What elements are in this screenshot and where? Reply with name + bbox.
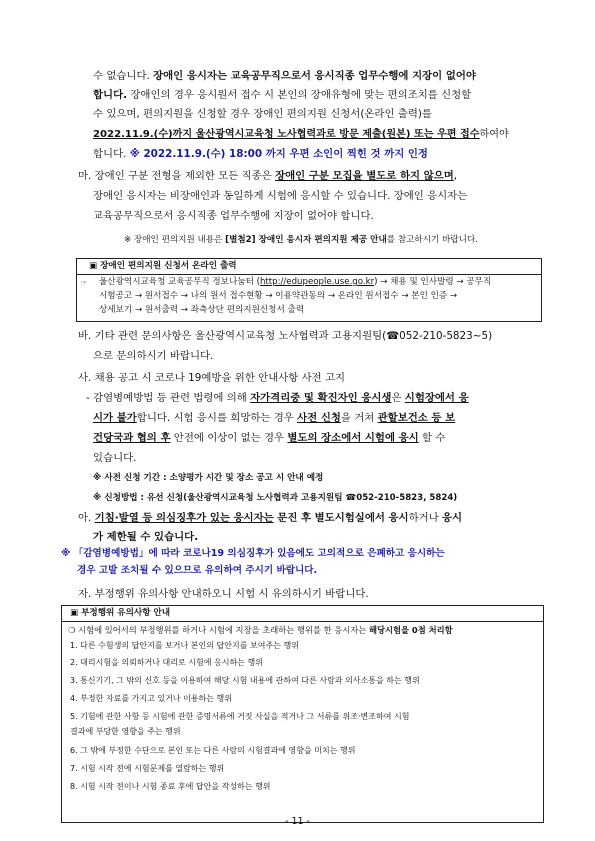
text: 마. 장애인 구분 전형을 제외한 모든 직종은	[78, 170, 276, 182]
text: 하거나	[408, 512, 443, 524]
warning-line: 경우 고발 조치될 수 있으므로 유의하여 주시기 바랍니다.	[77, 565, 318, 576]
box-title: ▣ 장애인 편의지원 신청서 온라인 출력	[89, 261, 237, 271]
body-line	[86, 392, 469, 405]
note-line	[124, 234, 478, 247]
emphasis: 자가격리중 및 확진자인 응시생	[250, 392, 392, 404]
text: 울산광역시교육청 교육공무직 정보나눔터 (	[99, 277, 260, 287]
text: 을 거쳐	[340, 412, 378, 424]
text: ,	[453, 170, 458, 182]
misconduct-box	[61, 605, 544, 823]
emphasis: 응시	[442, 512, 463, 524]
emphasis: 시험장에서 응	[404, 392, 469, 404]
text: 안전에 이상이 없는 경우	[170, 432, 288, 444]
body-line	[93, 89, 471, 102]
deadline-emphasis: 2022.11.9.(수)까지 울산광역시교육청 노사협력과로 방문 제출(원본) 또는 우편 접수	[93, 129, 480, 140]
text: ※ 장애인 편의지원 내용은	[124, 235, 226, 245]
note-line: ※ 사전 신청 기간 : 소양평가 시간 및 장소 공고 시 안내 예정	[93, 473, 324, 483]
text: 수 없습니다.	[93, 70, 154, 82]
box-title: ▣ 부정행위 유의사항 안내	[70, 608, 171, 618]
deadline-note: ※ 2022.11.9.(수) 18:00 까지 우편 소인이 찍힌 것 까지 인정	[129, 148, 428, 160]
text: 장애인의 경우 응시원서 접수 시 본인의 장애유형에 맞는 편의조치를 신청할	[127, 89, 472, 101]
box-line: 상세보기 → 원서출력 → 좌측상단 편의지원신청서 출력	[99, 305, 305, 315]
text: 하여야	[479, 129, 509, 140]
emphasis: 관할보건소 등 보	[377, 412, 456, 424]
list-item: 2. 대리시험을 의뢰하거나 대리로 시험에 응시하는 행위	[70, 658, 263, 667]
list-item: 5. 기험에 관한 사항 등 시험에 관한 증명서류에 거짓 사실을 적거나 그 서류를 위조·변조하여 시험	[70, 712, 410, 721]
emphasis: 해당시험을 0점 처리함	[368, 625, 453, 635]
section-ba: 바. 기타 관련 문의사항은 울산광역시교육청 노사협력과 고용지원팀(☎052-210-5823~5)	[78, 330, 493, 342]
list-item: 결과에 부당한 영향을 주는 행위	[70, 727, 181, 736]
section-ma	[78, 170, 457, 183]
body-line	[93, 412, 455, 425]
divider	[62, 621, 543, 622]
annex-reference: [별첨2] 장애인 응시자 편의지원 제공 안내	[225, 235, 387, 245]
emphasis: 문진 후 별도시험실에서 응시	[273, 512, 409, 524]
emphasis: 기침·발열 등 의심징후가 있는 응시자는	[94, 512, 274, 524]
body-line: 가 제한될 수 있습니다.	[93, 531, 199, 543]
text: 를 참고하시기 바랍니다.	[386, 235, 478, 245]
body-line: 으로 문의하시기 바랍니다.	[93, 350, 214, 362]
page-number: - 11 -	[285, 816, 310, 827]
box-line: 시험공고 → 원서접수 → 나의 원서 접수현황 → 이용약관동의 → 온라인 원서접수 → 본인 인증 →	[99, 291, 458, 301]
text: ) → 채용 및 인사발령 → 공무직	[374, 277, 492, 287]
emphasis: 장애인 구분 모집을 별도로 하지 않으며	[275, 170, 454, 182]
text: - 감염병예방법 등 관련 법령에 의해	[86, 392, 251, 404]
section-a	[78, 512, 462, 525]
body-line	[93, 432, 445, 445]
list-item: 3. 통신기기, 그 밖의 신호 등을 이용하여 해당 시험 내용에 관하여 다른 사람과 의사소통을 하는 행위	[70, 676, 420, 685]
body-line	[93, 128, 509, 141]
list-item: 6. 그 밖에 부정한 수단으로 본인 또는 다른 사람의 시험결과에 영향을 미치는 행위	[70, 746, 356, 755]
list-item: 8. 시험 시작 전이나 시험 종료 후에 답안을 작성하는 행위	[70, 782, 271, 791]
body-line	[93, 70, 476, 83]
divider	[77, 274, 541, 275]
body-line: 교육공무직으로서 응시직종 업무수행에 지장이 없어야 합니다.	[93, 210, 374, 222]
list-item: 4. 부정한 자료를 가지고 있거나 이용하는 행위	[70, 694, 232, 703]
note-line: ※ 신청방법 : 유선 신청(울산광역시교육청 노사협력과 고용지원팀 ☎052-210-5823, 5824)	[93, 493, 458, 503]
body-line: 있습니다.	[93, 452, 137, 464]
pointing-hand-icon: ☞	[81, 279, 88, 287]
section-ja: 자. 부정행위 유의사항 안내하오니 시험 시 유의하시기 바랍니다.	[78, 588, 369, 600]
emphasis: 건당국과 협의 후	[93, 432, 171, 444]
list-item: 7. 시험 시작 전에 시험문제를 열람하는 행위	[70, 764, 225, 773]
emphasis: 사전 신청	[297, 412, 341, 424]
text: ❍ 시험에 있어서의 부정행위를 하거나 시험에 지장을 초래하는 행위를 한 응시자는	[68, 625, 369, 635]
emphasis: 시가 불가	[93, 412, 137, 424]
emphasis: 별도의 장소에서 시험에 응시	[287, 432, 419, 444]
section-sa: 사. 채용 공고 시 코로나 19예방을 위한 안내사항 사전 고지	[78, 372, 346, 384]
body-line: 수 있으며, 편의지원을 신청할 경우 장애인 편의지원 신청서(온라인 출력)를	[93, 108, 432, 120]
online-form-box	[76, 258, 542, 322]
emphasis: 합니다.	[93, 89, 128, 101]
body-line: 장애인 응시자는 비장애인과 동일하게 시험에 응시할 수 있습니다. 장애인 응시자는	[93, 190, 468, 202]
text: 할 수	[418, 432, 446, 444]
emphasis: 장애인 응시자는 교육공무직으로서 응시직종 업무수행에 지장이 없어야	[153, 70, 476, 82]
portal-link[interactable]: http://edupeople.use.go.kr	[259, 277, 375, 287]
box-intro	[68, 625, 453, 636]
warning-line: ※ 「감염병예방법」에 따라 코로나19 의심징후가 있음에도 고의적으로 은폐하고 응시하는	[61, 548, 445, 559]
text: 은	[391, 392, 405, 404]
text: 아.	[78, 512, 95, 524]
list-item: 1. 다른 수험생의 답안지를 보거나 본인의 답안지를 보여주는 행위	[70, 641, 299, 650]
text: 합니다.	[93, 148, 130, 160]
box-line	[99, 277, 491, 288]
body-line	[93, 148, 428, 161]
text: 합니다. 시험 응시를 희망하는 경우	[136, 412, 298, 424]
